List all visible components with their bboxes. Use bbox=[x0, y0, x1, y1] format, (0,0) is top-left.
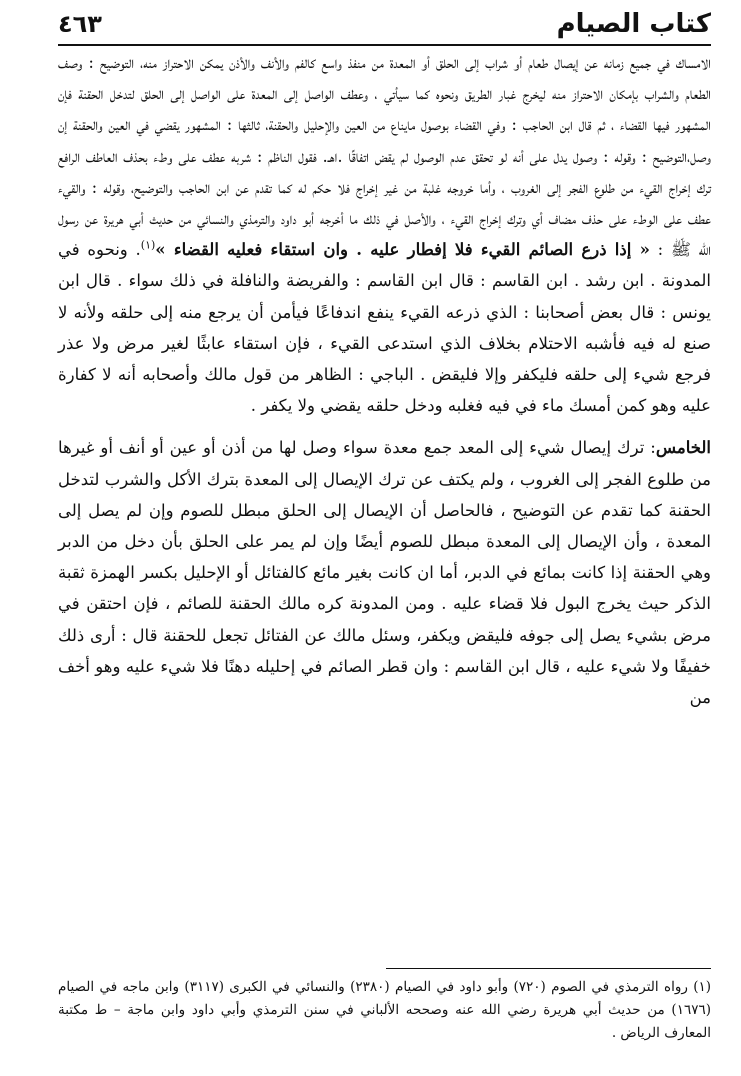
footnote-divider bbox=[386, 968, 711, 969]
paragraph-1-part-b: . ونحوه في المدونة . ابن رشد . ابن القاسم : قال ابن القاسم : والفريضة والنافلة في ذلك سواء . قال ابن يونس : قال بعض أصحابنا : الذي ذرعه القيء ينفع اندفاعًا فيأمن أن يرجع منه إلى حلقه ولأنه لا صنع له فيه فأشبه الاحتلام بخلاف الذي استدعى القيء ، فإن استقاء عابثًا لغير مرض ولا عذر فرجع شيء إلى حلقه فليكفر وإلا فليقض . الباجي : الظاهر من قول مالك وأصحابه أنه لا كفارة عليه وهو كمن أمسك ماء في فيه فغلبه ودخل حلقه يقضي ولا يكفر . bbox=[58, 240, 711, 416]
chapter-title: كتاب الصيام bbox=[556, 9, 711, 39]
footnote: (١) رواه الترمذي في الصوم (٧٢٠) وأبو داود في الصيام (٢٣٨٠) والنسائي في الكبرى (٣١١٧) وابن ماجه في الصيام (١٦٧٦) من حديث أبي هريرة رضي الله عنه وصححه الألباني في سنن الترمذي وأبي داود وابن ماجة – ط مكتبة المعارف الرياض . bbox=[58, 979, 712, 1041]
paragraph-1-part-a: الامساك في جميع زمانه عن إيصال طعام أو شراب إلى الحلق أو المعدة من منفذ واسع كالفم والأنف والأذن يمكن الاحتراز منه، التوضيح : وصف الطعام والشراب بإمكان الاحتراز منه ليخرج غبار الطريق ونحوه كما سيأتي ، وعطف الواصل إلى المعدة على الواصل إلى الحلق لتدخل الحقنة فإن المشهور فيها القضاء ، ثم قال ابن الحاجب : وفي القضاء بوصول مايناع من العين والإحليل والحقنة، ثالثها : المشهور يقضي في العين والحقنة إن وصل،التوضيح : وقوله : وصول يدل على أنه لو تحقق عدم الوصول لم يقض اتفاقًا .اهـ. فقول الناظم : شربه عطف على وطء بحذف العاطف الرافع ترك إخراج القيء من طلوع الفجر إلى الغروب ، وأما خروجه غلبة من غير إخراج فلا حكم له كما تقدم عن ابن الحاجب والتوضيح، وقوله : والقيء عطف على الوطء على حذف مضاف أي وترك إخراج القيء ، والأصل في ذلك ما أخرجه أبو داود والترمذي والنسائي من حديث أبي هريرة عن رسول الله ﷺ : bbox=[58, 53, 711, 260]
page-header bbox=[58, 8, 711, 42]
paragraph-1 bbox=[58, 47, 711, 421]
paragraph-2-text: : ترك إيصال شيء إلى المعد جمع معدة سواء وصل لها من أذن أو عين أو أنف أو غيرها من طلوع الفجر إلى الغروب ، ولم يكتف عن ترك الإيصال إلى المعدة بترك الأكل والشرب لتدخل الحقنة كما تقدم عن التوضيح ، فالحاصل أن الإيصال إلى الحلق مبطل للصوم وإن لم يصل إلى المعدة ، وأن الإيصال إلى المعدة مبطل للصوم أيضًا وإن لم يمر على الحلق بأن دخل من الدبر وهي الحقنة إذا كانت بمائع في الدبر، أما ان كانت بغير مائع كالفتائل أو الإحليل بكسر الهمزة ثقبة الذكر حيث يخرج البول فلا قضاء عليه . ومن المدونة كره مالك الحقنة للصائم ، فإن احتقن في مرض بشيء يصل إلى جوفه فليقض ويكفر، وسئل مالك عن الفتائل تجعل للحقنة قال : أرى ذلك خفيفًا ولا شيء عليه ، قال ابن القاسم : وان قطر الصائم في إحليله دهنًا فلا شيء عليه وهو أخف من bbox=[58, 438, 711, 708]
footnote-reference[interactable]: (١) bbox=[140, 238, 156, 252]
paragraph-2-label: الخامس bbox=[655, 438, 711, 458]
header-divider bbox=[58, 44, 711, 46]
paragraph-2 bbox=[58, 432, 711, 713]
page-number: ٤٦٣ bbox=[58, 10, 102, 38]
main-text bbox=[58, 47, 711, 713]
hadith-quote: « إذا ذرع الصائم القيء فلا إفطار عليه . وان استقاء فعليه القضاء » bbox=[155, 240, 650, 260]
